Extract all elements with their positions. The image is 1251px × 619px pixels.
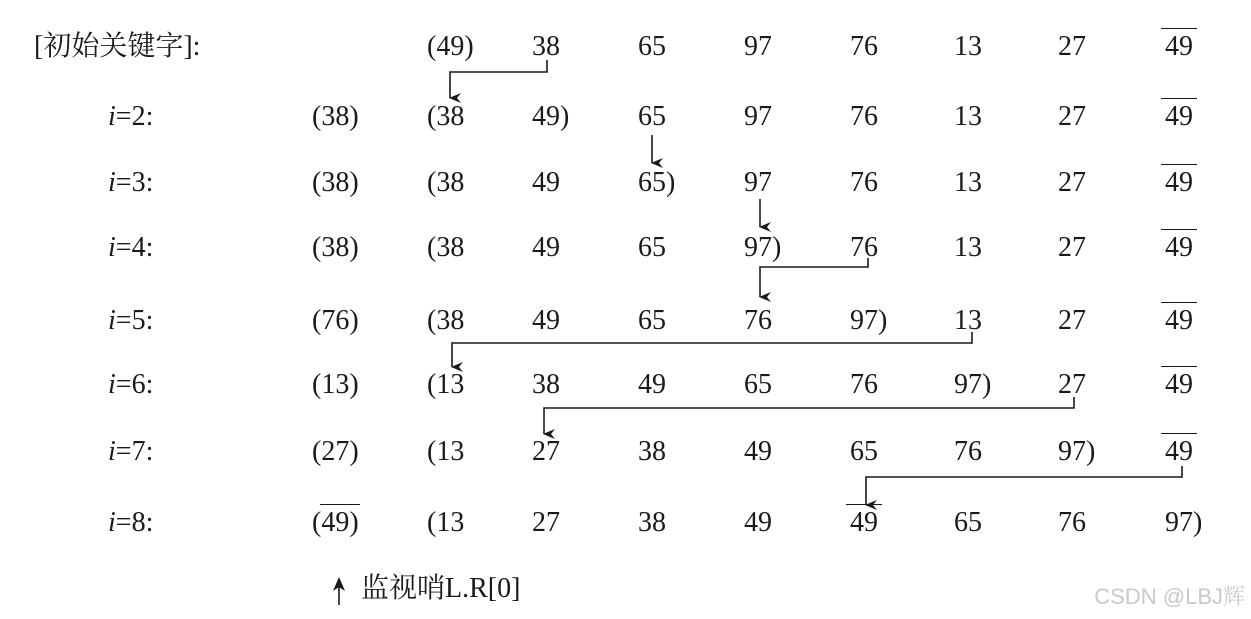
overline-mark [1161, 302, 1197, 303]
key-cell: 38 [532, 31, 560, 62]
sentinel-value: (38) [312, 232, 359, 263]
arrow-38 [450, 60, 547, 98]
key-cell: 49 [1165, 31, 1193, 62]
sentinel-value: (38) [312, 167, 359, 198]
key-cell: 97) [954, 369, 992, 400]
arrow-27 [544, 397, 1074, 434]
overline-mark [320, 504, 360, 505]
key-cell: 27 [1058, 31, 1086, 62]
key-cell: (38 [427, 232, 465, 263]
arrow-13 [452, 332, 972, 367]
key-cell: 13 [954, 167, 982, 198]
key-cell: 38 [638, 507, 666, 538]
key-cell: 27 [1058, 369, 1086, 400]
key-cell: 13 [954, 232, 982, 263]
key-cell: 49 [1165, 369, 1193, 400]
key-cell: 76 [850, 369, 878, 400]
key-cell: (38 [427, 167, 465, 198]
key-cell: 65 [850, 436, 878, 467]
key-cell: 76 [850, 232, 878, 263]
key-cell: 49 [532, 305, 560, 336]
key-cell: 27 [1058, 101, 1086, 132]
key-cell: 65 [954, 507, 982, 538]
key-cell: 76 [850, 101, 878, 132]
key-cell: 38 [532, 369, 560, 400]
key-cell: 49 [532, 167, 560, 198]
key-cell: 49 [1165, 305, 1193, 336]
arrow-76 [760, 258, 868, 297]
overline-mark [846, 504, 882, 505]
overline-mark [1161, 164, 1197, 165]
key-cell: 97) [1058, 436, 1096, 467]
key-cell: 49 [744, 507, 772, 538]
sentinel-value: (38) [312, 101, 359, 132]
key-cell: 49 [638, 369, 666, 400]
key-cell: 65 [638, 232, 666, 263]
sentinel-value: (49) [312, 507, 359, 538]
key-cell: 65 [638, 305, 666, 336]
key-cell: 27 [1058, 232, 1086, 263]
overline-mark [1161, 28, 1197, 29]
row-label: i=4: [108, 232, 154, 263]
key-cell: 65) [638, 167, 676, 198]
overline-mark [1161, 229, 1197, 230]
key-cell: 49 [1165, 101, 1193, 132]
key-cell: 27 [1058, 305, 1086, 336]
sentinel-value: (76) [312, 305, 359, 336]
key-cell: (13 [427, 369, 465, 400]
key-cell: 49 [532, 232, 560, 263]
key-cell: 76 [744, 305, 772, 336]
key-cell: 13 [954, 305, 982, 336]
key-cell: 76 [850, 31, 878, 62]
key-cell: 27 [1058, 167, 1086, 198]
key-cell: 97) [744, 232, 782, 263]
key-cell: 97) [1165, 507, 1203, 538]
row-label: i=8: [108, 507, 154, 538]
key-cell: 76 [850, 167, 878, 198]
sentinel-legend-label: 监视哨L.R[0] [361, 573, 521, 604]
key-cell: 49) [532, 101, 570, 132]
arrow-49 [866, 466, 1182, 505]
row-label: i=5: [108, 305, 154, 336]
key-cell: (38 [427, 101, 465, 132]
sentinel-value: (27) [312, 436, 359, 467]
up-arrow-icon [330, 575, 348, 607]
key-cell: 27 [532, 436, 560, 467]
key-cell: (38 [427, 305, 465, 336]
key-cell: 97 [744, 31, 772, 62]
key-cell: 27 [532, 507, 560, 538]
row-label: i=2: [108, 101, 154, 132]
key-cell: 13 [954, 101, 982, 132]
sentinel-legend [330, 566, 520, 607]
key-cell: 49 [744, 436, 772, 467]
row-label: i=3: [108, 167, 154, 198]
key-cell: 97 [744, 167, 772, 198]
key-cell: (13 [427, 436, 465, 467]
key-cell: 97 [744, 101, 772, 132]
overline-mark [1161, 98, 1197, 99]
key-cell: 65 [638, 101, 666, 132]
key-cell: 65 [744, 369, 772, 400]
key-cell: 38 [638, 436, 666, 467]
initial-keys-title: [初始关键字]: [34, 31, 201, 62]
sentinel-value: (13) [312, 369, 359, 400]
watermark: CSDN @LBJ辉 [1094, 584, 1245, 609]
key-cell: 76 [1058, 507, 1086, 538]
key-cell: 65 [638, 31, 666, 62]
row-label: i=7: [108, 436, 154, 467]
key-cell: 49 [850, 507, 878, 538]
overline-mark [1161, 433, 1197, 434]
key-cell: 49 [1165, 232, 1193, 263]
key-cell: 76 [954, 436, 982, 467]
key-cell: (13 [427, 507, 465, 538]
overline-mark [1161, 366, 1197, 367]
key-cell: 49 [1165, 167, 1193, 198]
key-cell: 97) [850, 305, 888, 336]
key-cell: (49) [427, 31, 474, 62]
key-cell: 13 [954, 31, 982, 62]
key-cell: 49 [1165, 436, 1193, 467]
row-label: i=6: [108, 369, 154, 400]
